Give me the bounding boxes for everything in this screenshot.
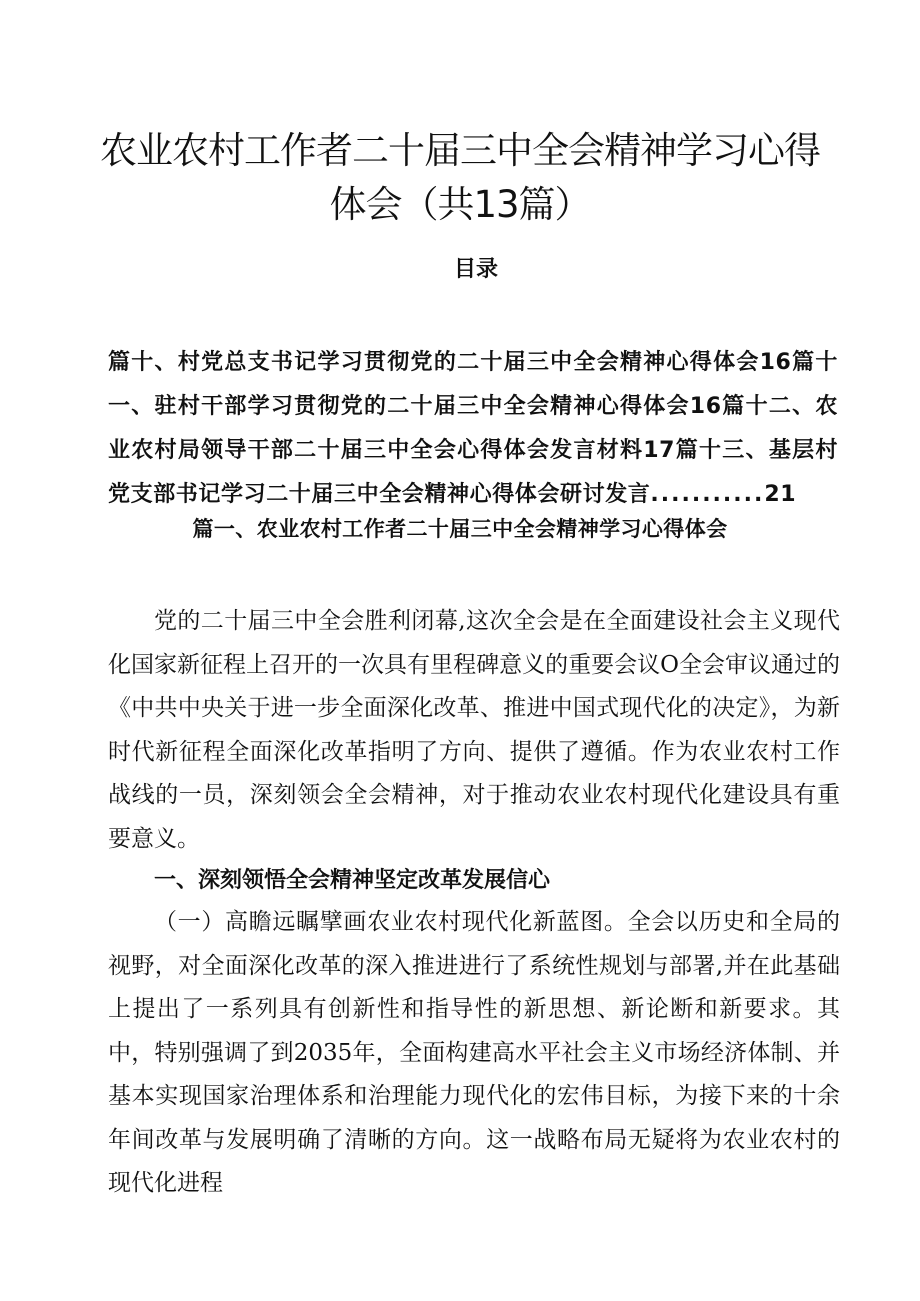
toc-heading: 目录: [453, 257, 498, 282]
toc-entries: 篇十、村党总支书记学习贯彻党的二十届三中全会精神心得体会16篇十一、驻村干部学习贯彻党的二十届三中全会精神心得体会16篇十二、农业农村局领导干部二十届三中全会心得体会发言材料17篇十三、基层村党支部书记学习二十届三中全会精神心得体会研讨发言: [108, 350, 838, 507]
section-title: 篇一、农业农村工作者二十届三中全会精神学习心得体会: [192, 517, 728, 541]
document-title: [0, 124, 920, 232]
body-paragraph-2: （一）高瞻远瞩擘画农业农村现代化新蓝图。全会以历史和全局的视野，对全面深化改革的深入推进进行了系统性规划与部署,并在此基础上提出了一系列具有创新性和指导性的新思想、新论断和新要求。其中，特别强调了到2035年，全面构建高水平社会主义市场经济体制、并基本实现国家治理体系和治理能力现代化的宏伟目标，为接下来的十余年间改革与发展明确了清晰的方向。这一战略布局无疑将为农业农村的现代化进程: [108, 909, 840, 1196]
table-of-contents: [108, 341, 838, 517]
document-title-line-1: 农业农村工作者二十届三中全会精神学习心得: [100, 129, 820, 172]
subheading-1: 一、深刻领悟全会精神坚定改革发展信心: [154, 868, 551, 893]
body-paragraph-1: 党的二十届三中全会胜利闭幕,这次全会是在全面建设社会主义现代化国家新征程上召开的一次具有里程碑意义的重要会议O全会审议通过的《中共中央关于进一步全面深化改革、推进中国式现代化的决定》，为新时代新征程全面深化改革指明了方向、提供了遵循。作为农业农村工作战线的一员，深刻领会全会精神，对于推动农业农村现代化建设具有重要意义。: [108, 608, 840, 852]
toc-page-number: 21: [764, 482, 797, 507]
document-title-line-2: 体会（共13篇）: [329, 183, 591, 226]
toc-leader-dots: ...........: [650, 482, 765, 507]
